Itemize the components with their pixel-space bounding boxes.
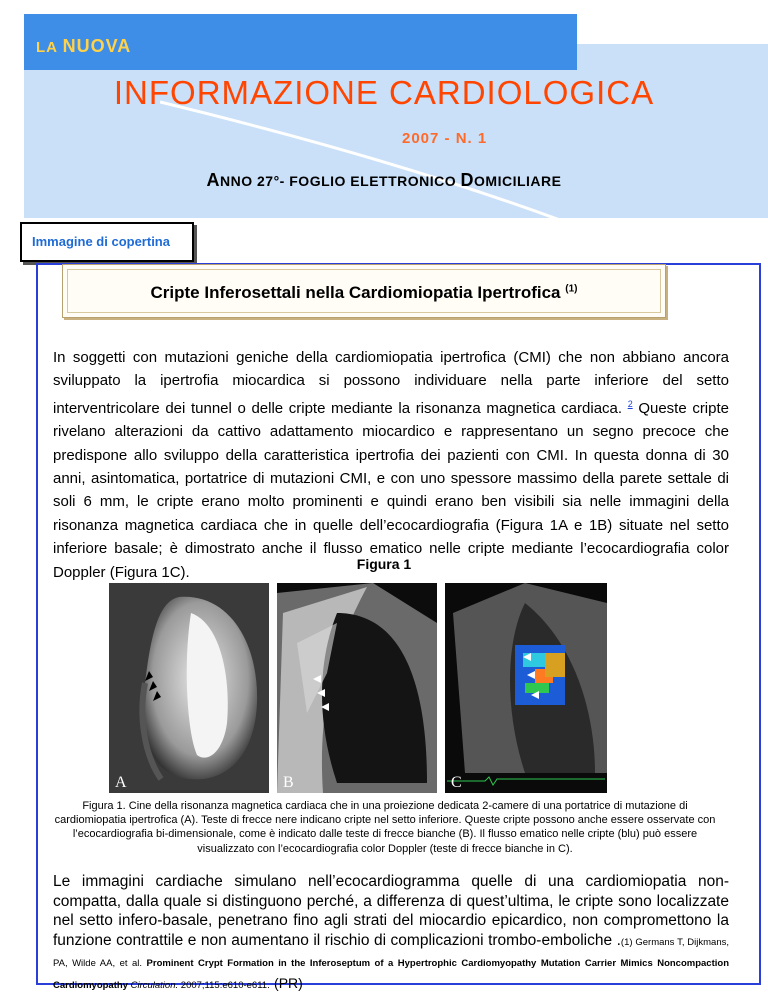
reference-link[interactable]: 2 [627, 398, 633, 409]
cover-image-label: Immagine di copertina [32, 234, 170, 249]
masthead-prefix: LA NUOVA [36, 36, 132, 56]
figure-panel-a [109, 583, 269, 793]
masthead-title: INFORMAZIONE CARDIOLOGICA [113, 74, 655, 111]
figure-panel-c [445, 583, 607, 793]
panel-a-letter: A [115, 774, 127, 791]
figure-caption: Figura 1. Cine della risonanza magnetica cardiaca che in una proiezione dedicata 2-camere di una portatrice di mutazione di cardiomiopatia ipertrofica (A). Teste di frecce nere indicano cripte nel setto inferiore. Queste cripte possono anche essere osservate con l’ecocardiografia bi-dimensionale, come è indicato dalle teste di frecce bianche (B). Il flusso ematico nelle cripte (blu) può essere visualizzato con l’ecocardiografia color Doppler (teste di frecce bianche in C). [54, 800, 716, 855]
author-initials: (PR) [274, 974, 303, 991]
panel-b-letter: B [283, 774, 294, 791]
reference-text: (1) Germans T, Dijkmans, PA, Wilde AA, et al. Prominent Crypt Formation in the Inferoseptum of a Hypertrophic Cardiomyopathy Mutation Carrier Mimics Noncompaction Cardiomyopathy Circulation. 2007;115:e610-e611. [53, 936, 729, 991]
masthead-nuova: NUOVA [62, 36, 132, 56]
cover-image-tab[interactable] [20, 222, 194, 262]
discussion-paragraph: Le immagini cardiache simulano nell’ecocardiogramma quelle di una cardiomiopatia non-compatta, dalla quale si distinguono perché, a differenza di quest’ultima, le cripte sono localizzate nel setto infero-basale, penetrano fino agli strati del miocardio epicardico, non compromettono la funzione contrattile e non aumentano il rischio di complicazioni trombo-emboliche .(1) Germans T, Dijkmans, PA, Wilde AA, et al. Prominent Crypt Formation in the Inferoseptum of a Hypertrophic Cardiomyopathy Mutation Carrier Mimics Noncompaction Cardiomyopathy Circulation. 2007;115:e610-e611. (PR) [53, 873, 729, 991]
issue-number: 2007 - N. 1 [402, 130, 488, 147]
intro-paragraph: In soggetti con mutazioni geniche della cardiomiopatia ipertrofica (CMI) che non abbiano ancora sviluppato la ipertrofia miocardica si possono individuare nella parte inferiore del setto interventricolare dei tunnel o delle cripte mediante la risonanza magnetica cardiaca. $^2$ Queste cripte rivelano alterazioni da cattivo adattamento miocardico e rappresentano un segno precoce che predispone allo sviluppo della caratteristica ipertrofia dei pazienti con CMI. In questa donna di 30 anni, asintomatica, portatrice di mutazioni CMI, e con uno spessore massimo della parete settale di soli 6 mm, le cripte erano molto prominenti e quindi erano ben visibili sia nelle immagini della risonanza magnetica cardiaca che in quelle dell’ecocardiografia (Figura 1A e 1B) situate nel setto inferiore basale; è dimostrato anche il flusso ematico nelle cripte mediante l’ecocardiografia color Doppler (Figura 1C). [53, 349, 729, 581]
issue-subtitle: ANNO 27°- FOGLIO ELETTRONICO DOMICILIARE [206, 170, 562, 190]
figure-panel-b [277, 583, 437, 793]
header-notch [577, 14, 768, 44]
title-footnote: (1) [565, 283, 578, 295]
article-title-box [62, 264, 666, 318]
figure-label: Figura 1 [356, 556, 412, 572]
swoosh-decoration [160, 96, 580, 226]
article-title: Cripte Inferosettali nella Cardiomiopatia Ipertrofica $^{(1)}$ [150, 283, 578, 302]
panel-c-letter: C [451, 774, 462, 791]
